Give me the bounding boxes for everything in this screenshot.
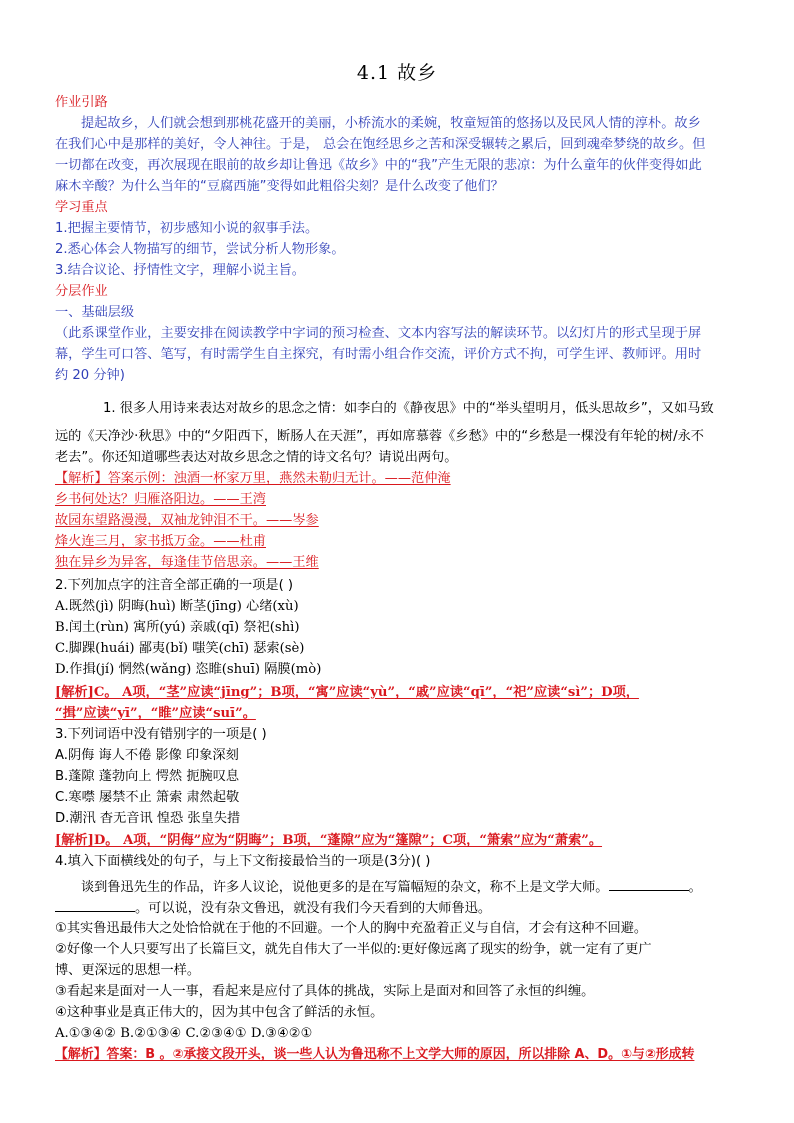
guide-line-4: 麻木辛酸？为什么当年的“豆腐西施”变得如此粗俗尖刻？是什么改变了他们？	[55, 179, 504, 194]
q2-option: D.作揖(jí) 惘然(wǎng) 恣睢(shuī) 隔膜(mò)	[55, 662, 322, 677]
focus-item: 2.悉心体会人物描写的细节，尝试分析人物形象。	[55, 242, 345, 257]
q3-answer: [解析]D。 A项，“阴侮”应为“阴晦”；B项，“蓬隙”应为“篷隙”；C项，“箫索”应为“萧索”。	[55, 833, 603, 848]
q3-option: D.潮汛 杳无音讯 惶恐 张皇失措	[55, 811, 241, 826]
q4-choices: A.①③④② B.②①③④ C.②③④① D.③④②①	[55, 1026, 313, 1041]
q3-option: A.阴侮 诲人不倦 影像 印象深刻	[55, 748, 239, 763]
guide-line-1: 提起故乡，人们就会想到那桃花盛开的美丽，小桥流水的柔婉，牧童短笛的悠扬以及民风人情的淳朴。故乡	[81, 116, 701, 131]
q2-answer-line: [解析]C。 A项，“茎”应读“jīng”；B项，“寓”应读“yù”，“戚”应读“qī”，“祀”应读“sì”；D项，	[55, 685, 639, 700]
q4-para2-text: 。可以说，没有杂文鲁迅，就没有我们今天看到的大师鲁迅。	[135, 901, 492, 916]
page-title: 4.1 故乡	[356, 62, 438, 84]
q3-option: B.蓬隙 蓬勃向上 愕然 扼腕叹息	[55, 769, 240, 784]
q4-option: ③看起来是面对一人一事，看起来是应付了具体的挑战，实际上是面对和回答了永恒的纠缠。	[55, 984, 595, 999]
q2-option: C.脚踝(huái) 鄙夷(bǐ) 嗤笑(chī) 瑟索(sè)	[55, 641, 305, 656]
focus-item: 3.结合议论、抒情性文字，理解小说主旨。	[55, 263, 305, 278]
q1-answer-line: 独在异乡为异客，每逢佳节倍思亲。——王维	[55, 555, 319, 570]
answer-blank	[55, 899, 135, 912]
q1-line-3: 老去”。你还知道哪些表达对故乡思念之情的诗文名句？请说出两句。	[55, 450, 458, 465]
q4-answer: 【解析】答案：B 。②承接文段开头，谈一些人认为鲁迅称不上文学大师的原因，所以排除 A、D。①与②形成转	[55, 1047, 695, 1062]
q1-line-1: 1. 很多人用诗来表达对故乡的思念之情：如李白的《静夜思》中的“举头望明月，低头思故乡”，又如马致	[103, 401, 714, 416]
q1-answer-line: 乡书何处达？归雁洛阳边。——王湾	[55, 492, 266, 507]
q4-para1-text: 谈到鲁迅先生的作品，许多人议论，说他更多的是在写篇幅短的杂文，称不上是文学大师。	[81, 880, 609, 895]
q1-answer-line: 故园东望路漫漫，双袖龙钟泪不干。——岑参	[55, 513, 319, 528]
guide-line-2: 在我们心中是那样的美好，令人神往。于是， 总会在饱经思乡之苦和深受辗转之累后，回到魂牵梦绕的故乡。但	[55, 137, 706, 152]
q1-answer-line: 【解析】答案示例：浊酒一杯家万里，燕然未勒归无计。——范仲淹	[55, 471, 451, 486]
focus-item: 1.把握主要情节，初步感知小说的叙事手法。	[55, 221, 319, 236]
q1-line-2: 远的《天净沙·秋思》中的“夕阳西下，断肠人在天涯”，再如席慕蓉《乡愁》中的“乡愁是一棵没有年轮的树/永不	[55, 429, 704, 444]
q2-answer-line: “揖”应读“yī”，“睢”应读“suī”。	[55, 706, 256, 721]
q2-stem: 2.下列加点字的注音全部正确的一项是( )	[55, 578, 294, 593]
q4-option: ④这种事业是真正伟大的，因为其中包含了鲜活的永恒。	[55, 1005, 384, 1020]
q2-option: A.既然(jì) 阴晦(huì) 断茎(jīng) 心绪(xù)	[55, 599, 299, 614]
q4-option: ②好像一个人只要写出了长篇巨文，就先自伟大了一半似的:更好像远离了现实的纷争，就一定有了更广	[55, 942, 652, 957]
q3-stem: 3.下列词语中没有错别字的一项是( )	[55, 727, 267, 742]
q2-option: B.闰土(rùn) 寓所(yú) 亲戚(qī) 祭祀(shì)	[55, 620, 300, 635]
q4-paragraph-1: 谈到鲁迅先生的作品，许多人议论，说他更多的是在写篇幅短的杂文，称不上是文学大师。 。	[81, 880, 702, 895]
level-heading: 一、基础层级	[55, 305, 135, 320]
q4-option: 博、更深远的思想一样。	[55, 963, 201, 978]
layered-heading: 分层作业	[55, 284, 108, 299]
guide-heading: 作业引路	[55, 95, 108, 110]
level-desc-line: 约 20 分钟)	[55, 368, 125, 383]
level-desc-line: 幕，学生可口答、笔写，有时需学生自主探究，有时需小组合作交流，评价方式不拘，可学生评、教师评。用时	[55, 347, 702, 362]
q1-answer-line: 烽火连三月，家书抵万金。——杜甫	[55, 534, 266, 549]
guide-line-3: 一切都在改变，再次展现在眼前的故乡却让鲁迅《故乡》中的“我”产生无限的悲凉：为什么童年的伙伴变得如此	[55, 158, 702, 173]
q4-option: ①其实鲁迅最伟大之处恰恰就在于他的不回避。一个人的胸中充盈着正义与自信，才会有这种不回避。	[55, 921, 648, 936]
q4-paragraph-2	[55, 899, 491, 918]
focus-heading: 学习重点	[55, 200, 108, 215]
level-desc-line: （此系课堂作业，主要安排在阅读教学中字词的预习检查、文本内容写法的解读环节。以幻灯片的形式呈现于屏	[55, 326, 702, 341]
answer-blank	[609, 878, 689, 891]
q3-option: C.寒噤 屡禁不止 箫索 肃然起敬	[55, 790, 240, 805]
q4-stem: 4.填入下面横线处的句子，与上下文衔接最恰当的一项是(3分)( )	[55, 854, 431, 869]
